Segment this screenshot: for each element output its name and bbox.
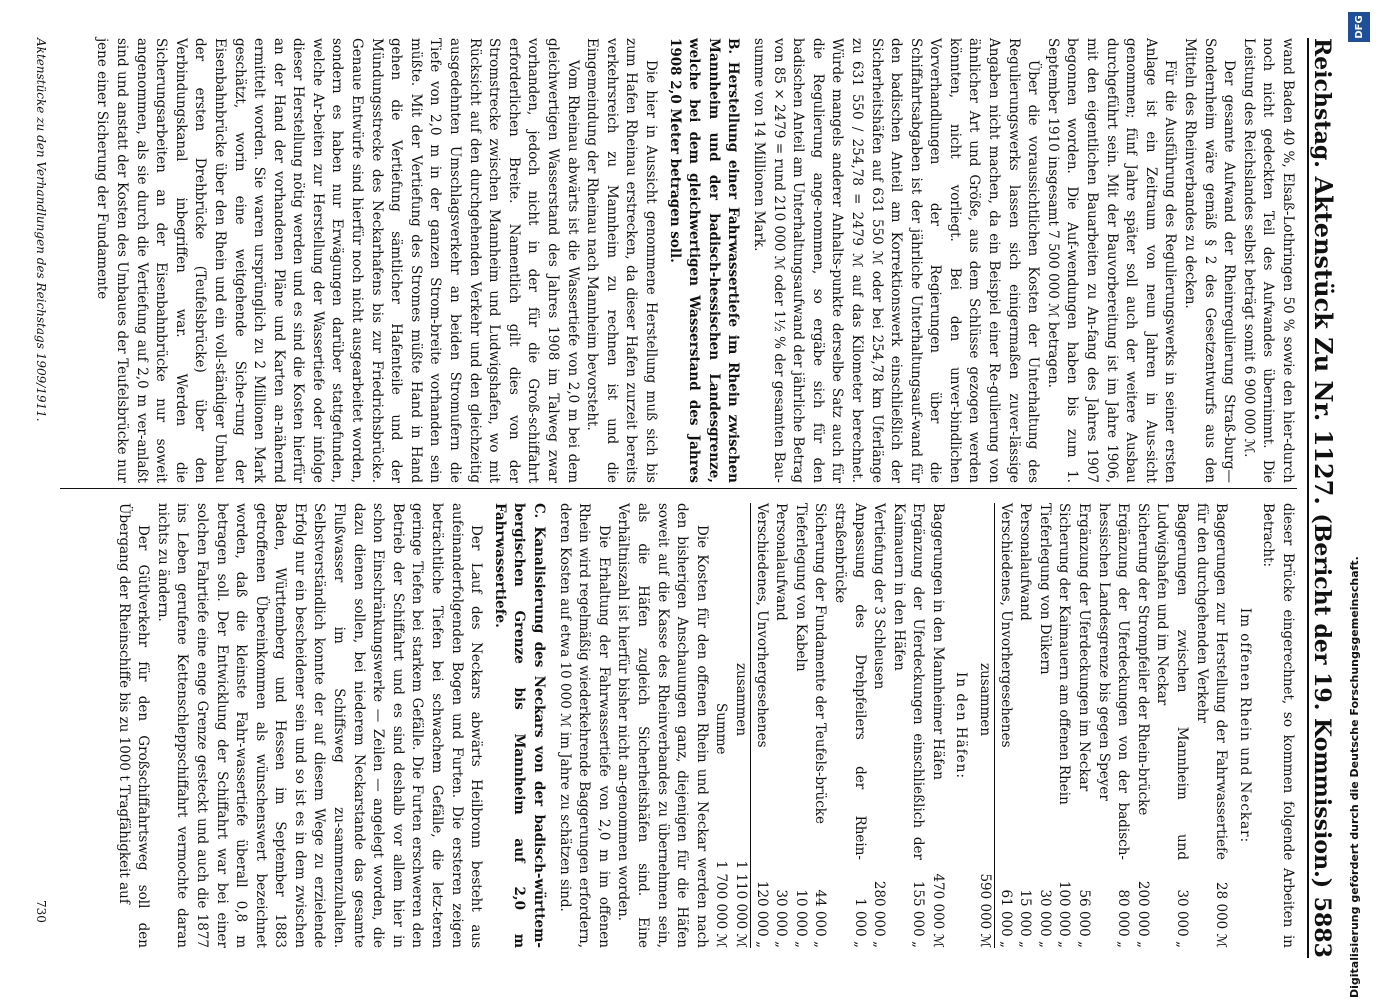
cost-item-amount: 120 000 „ [753,880,770,948]
cost-item [810,503,830,948]
cost-item [995,503,1015,948]
subtotal-amount: 590 000 ℳ [977,873,994,948]
cost-item [1015,503,1035,948]
cost-item-label: Vertiefung der 3 Schleusen [871,503,888,690]
cost-item [829,503,868,948]
cost-item [790,503,810,948]
cost-item-label: Ergänzung der Uferdeckungen im Neckar [1076,503,1093,792]
cost-item-amount: 30 000 „ [1174,889,1191,948]
paragraph: Die hier in Aussicht genommene Herstellung muß sich bis zum Hafen Rheinau erstrecken, da dieser Hafen zurzeit bereits verkehrsreich zu Mannheim zu rechnen ist und die Eingemeindung der Rheinau nach Mannheim bevorsteht. [584,38,659,483]
footer-sheet-number: 730 [34,900,48,923]
cost-item-amount: 1 000 „ [851,898,868,948]
cost-item-label: Verschiedenes, Unvorhergesehenes [753,503,770,748]
section-heading-c: C. Kanalisierung des Neckars von der badisch-württem-bergischen Grenze bis Mannheim auf 2,0 m Fahrwassertiefe. [491,503,548,948]
left-column [60,38,1297,483]
total-label: Summe [713,703,730,755]
footer-note: Aktenstücke zu den Verhandlungen des Reichstags 1909/1911. [34,38,48,422]
total-amount: 1 700 000 ℳ [713,860,730,948]
cost-item-label: Ergänzung der Uferdeckungen einschließlich der Kaimauern in den Häfen [890,503,927,860]
paragraph: Für die Ausführung des Regulierungswerks in seiner ersten Anlage ist ein Zeitraum von neun Jahren in Aus-sicht genommen; fünf Jahre später soll auch der weitere Ausbau durchgeführt sein. Mit der Bauvorbereitung ist im Jahre 1906, mit den eigentlichen Bauarbeiten zu An-fang des Jahres 1907 begonnen worden. Die Auf-wendungen haben bis zum 1. September 1910 insgesamt 7 500 000 ℳ betragen. [1044,38,1179,483]
cost-item-amount: 470 000 ℳ [929,873,946,948]
section-heading-b: B. Herstellung einer Fahrwassertiefe im Rhein zwischen Mannheim und der badisch-hessischen Landesgrenze, welche bei dem gleichwertigen Wasserstand des Jahres 1908 2,0 Meter betragen soll. [666,38,742,483]
cost-item-amount: 155 000 „ [910,880,927,948]
cost-item [1073,503,1093,948]
cost-item-amount: 44 000 „ [812,889,829,948]
cost-item-label: Tieferlegung von Dükern [1036,503,1053,675]
column-divider [60,488,1297,489]
right-column [60,503,1297,948]
cost-item-amount: 100 000 „ [1056,880,1073,948]
paragraph: Die Erhaltung der Fahrwassertiefe von 2,0 m im offenen Rhein wird regelmäßig wiederkehrende Baggerungen erfordern, deren Kosten auf etwa 10 000 ℳ im Jahre zu schätzen sind. [556,503,612,948]
cost-item-label: Tieferlegung von Kabeln [792,503,809,672]
paragraph: Der Gütlverkehr für den Großschiffahrtsweg soll den Übergang der Rheinschiffe bis zu 1000 t Tragfähigkeit auf [115,503,152,948]
cost-list [751,503,947,948]
subtotal-label: zusammen [732,663,749,737]
cost-list [995,503,1230,948]
cost-item [888,503,927,948]
cost-item [869,503,889,948]
cost-item-label: Baggerungen zwischen Mannheim und Ludwigshafen und im Neckar [1154,503,1191,860]
cost-item-label: Sicherung der Fundamente der Teufels-brücke [812,503,829,824]
cost-item-amount: 15 000 „ [1017,889,1034,948]
cost-item-amount: 30 000 „ [773,889,790,948]
cost-item-amount: 10 000 „ [792,889,809,948]
paragraph: Über die voraussichtlichen Kosten der Unterhaltung des Regulierungswerks lassen sich einigermaßen zuver-lässige Angaben nicht machen, da ein Beispiel einer Re-gulierung von ähnlicher Art und Größe, aus dem Schlüsse gezogen werden könnten, nicht vorliegt. Bei den unver-bindlichen Vorverhandlungen der Regierungen über die Schiffahrtsabgaben ist der jährliche Unterhaltungsauf-wand für den badischen Anteil am Korrektionswerk einschließlich der Sicherheitshäfen auf 631 550 ℳ oder bei 254,78 km Uferlänge zu 631 550 / 254,78 = 2479 ℳ auf das Kilometer berechnet. Würde mangels anderer Anhalts-punkte derselbe Satz auch für die Regulierung ange-nommen, so ergäbe sich für den badischen Anteil am Unterhaltungsaufwand der jährliche Betrag von 85 × 2479 = rund 210 000 ℳ oder 1½ % der gesamten Bau-summe von 14 Millionen Mark. [750,38,1042,483]
subtotal-row [730,503,751,948]
cost-item-label: Personalaufwand [1017,503,1034,621]
cost-item-label: Ergänzung der Uferdeckungen von der badisch-hessischen Landesgrenze bis gegen Speyer [1095,503,1132,860]
dfg-logo: DFG [1348,12,1370,42]
total-row [711,503,731,948]
cost-item-label: Anpassung des Drehpfeilers der Rhein-straßenbrücke [831,503,868,860]
cost-item [1152,503,1191,948]
header-left: Reichstag. [1309,38,1335,168]
cost-item [1034,503,1054,948]
cost-item [1093,503,1132,948]
paragraph: Der gesamte Aufwand der Rheinregulierung Straß-burg—Sondernheim wäre gemäß § 2 des Gesetzentwurfs aus den Mitteln des Rheinverbandes zu decken. [1182,38,1238,483]
cost-item [1191,503,1230,948]
cost-item-amount: 56 000 „ [1076,889,1093,948]
cost-item-amount: 28 000 ℳ [1213,882,1230,948]
cost-item [927,503,947,948]
digitization-sidebar [1342,8,1382,1000]
header-center: Aktenstück Zu Nr. 1127. [1309,176,1338,505]
cost-item [751,503,771,948]
cost-item-amount: 280 000 „ [871,880,888,948]
cost-item [771,503,791,948]
paragraph: dieser Brücke eingerechnet, so kommen folgende Arbeiten in Betracht: [1260,503,1296,948]
cost-item-label: Baggerungen in den Mannheimer Häfen [929,503,946,780]
cost-item-amount: 61 000 „ [997,889,1014,948]
cost-item [1054,503,1074,948]
cost-item-amount: 200 000 „ [1134,880,1151,948]
cost-item-label: Personalaufwand [773,503,790,621]
subtotal-label: zusammen [977,663,994,737]
header-report-title: (Bericht der 19. Kommission.) [1309,513,1335,889]
digitization-credit: Digitalisierung gefördert durch die Deutsche Forschungsgemeinschaft. [1348,556,1361,998]
subtotal-row [975,503,996,948]
cost-item-label: Sicherung der Kaimauern am offenen Rhein [1056,503,1073,805]
cost-item-label: Sicherung der Strompfeiler der Rhein-brücke [1134,503,1151,816]
page-number: 5883 [1309,896,1335,958]
cost-item [1132,503,1152,948]
paragraph: Die Kosten für den offenen Rhein und Neckar werden nach den bisherigen Anschauungen ganz, diejenigen für die Häfen soweit auf die Kasse des Rheinverbandes zu übernehmen sein, als die Häfen zugleich Sicherheitshäfen sind. Eine Verhältniszahl ist hierfür bisher nicht an-genommen worden. [615,503,710,948]
paragraph: Vom Rheinau abwärts ist die Wassertiefe von 2,0 m bei dem gleichwertigen Wasserstand des Jahres 1908 im Talweg zwar vorhanden, jedoch nicht in der für die Groß-schiffahrt erforderlichen Breite. Namentlich gilt dies von der Stromstrecke zwischen Mannheim und Ludwigshafen, wo mit Rücksicht auf den durchgehenden Verkehr und den gleichzeitig ausgedehnten Umschlagsverkehr an beiden Stromufern die Tiefe von 2,0 m in der ganzen Strom-breite vorhanden sein müßte. Mit der Vertiefung des Stromes müßte Hand in Hand gehen die Vertiefung sämtlicher Hafenteile und der Mündungsstrecke des Neckarhafens bis zur Friedrichsbrücke. Genaue Entwürfe sind hierfür noch nicht ausgearbeitet worden, sondern es haben nur Erwägungen darüber stattgefunden, welche Ar-beiten zur Herstellung der Wassertiefe oder infolge dieser Herstellung nötig werden und es sind die Kosten hierfür an der Hand der vorhandenen Pläne und Karten an-nähernd ermittelt worden. Sie waren ursprünglich zu 2 Millionen Mark geschätzt, worin eine weitgehende Siche-rung der Eisenbahnbrücke über den Rhein und ein voll-ständiger Umbau der ersten Drehbrücke (Teufelsbrücke) über den Verbindungskanal inbegriffen war. Werden die Sicherungsarbeiten an der Eisenbahnbrücke nur soweit angenommen, als sie durch die Vertiefung auf 2,0 m ver-anlaßt sind und anstatt der Kosten des Umbaues der Teufelsbrücke nur jene einer Sicherung der Fundamente [94,38,581,483]
paragraph: Der Lauf des Neckars abwärts Heilbronn besteht aus aufeinanderfolgenden Bogen und Furten. Die ersteren zeigen beträchtliche Tiefen bei schwachem Gefälle, die letz-teren geringe Tiefen bei starkem Gefälle. Die Furten erschweren den Betrieb der Schiffahrt und es sind deshalb vor allem hier in schon Einschränkungswerke — Zeilen — angelegt worden, die dazu dienen sollen, bei niederem Neckarstande das gesamte Flußwasser im Schiffsweg zu-sammenzuhalten. Selbstverständlich konnte der auf diesem Wege zu erzielende Erfolg nur ein bescheidener sein und so ist es in dem zwischen Baden, Württemberg und Hessen im September 1883 getroffenen Übereinkommen als wünschenswert bezeichnet worden, daß die kleinste Fahr-wassertiefe überall 0,8 m betragen soll. Der Entwicklung der Schiffahrt war bei einer solchen Fahrtiefe eine enge Grenze gesteckt und auch die 1877 ins Leben gerufene Kettenschleppschiffahrt vermochte daran nichts zu ändern. [154,503,485,948]
cost-item-label: Baggerungen zur Herstellung der Fahrwassertiefe für den durchgehenden Verkehr [1193,503,1230,860]
section-title: Im offenen Rhein und Neckar: [1236,607,1253,844]
cost-item-label: Verschiedenes, Unvorhergesehenes [997,503,1014,748]
cost-item-amount: 30 000 „ [1036,889,1053,948]
subtotal-amount: 1 110 000 ℳ [732,860,749,948]
cost-item-amount: 80 000 „ [1115,889,1132,948]
paragraph: wand Baden 40 %, Elsaß-Lothringen 50 % sowie den hier-durch noch nicht gedeckten Teil des Aufwandes übernimmt. Die Leistung des Reichslandes selbst beträgt somit 6 900 000 ℳ. [1240,38,1296,483]
section-title: In den Häfen: [953,672,970,779]
